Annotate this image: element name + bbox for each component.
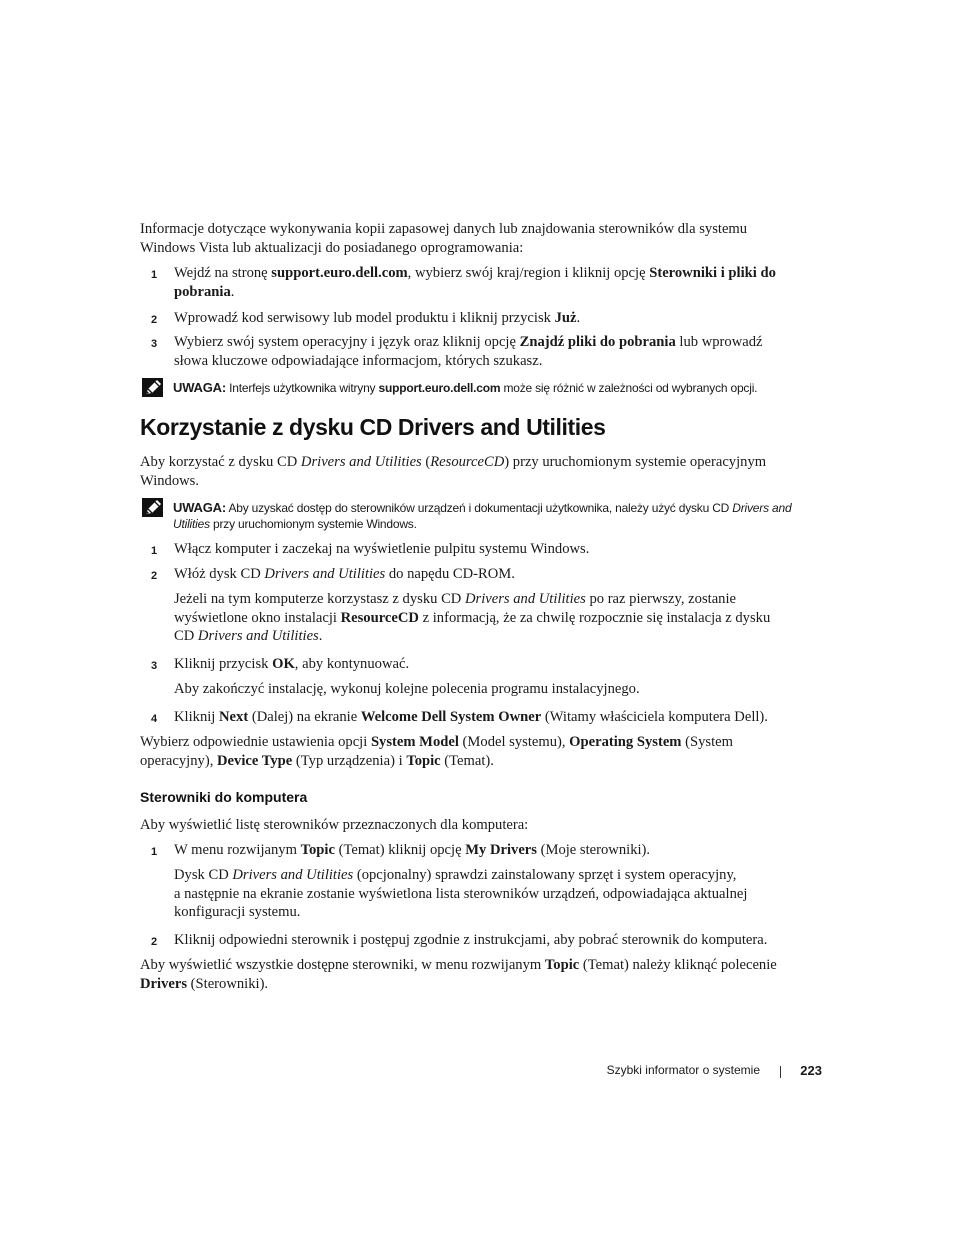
step-number: 2 — [151, 570, 158, 582]
footer-divider — [780, 1066, 781, 1078]
note-box — [140, 500, 820, 532]
step-number: 1 — [151, 545, 158, 557]
step-number: 2 — [151, 314, 158, 326]
step-text: Włóż dysk CD Drivers and Utilities do napędu CD-ROM. — [174, 566, 515, 582]
step-text: Wejdź na stronę support.euro.dell.com, wybierz swój kraj/region i kliknij opcję Sterowniki i pliki do pobrania. — [174, 265, 776, 300]
paragraph: Aby wyświetlić listę sterowników przeznaczonych dla komputera: — [140, 817, 529, 833]
step-number: 4 — [151, 713, 158, 725]
step-detail: Dysk CD Drivers and Utilities (opcjonalny) sprawdzi zainstalowany sprzęt i system operacyjny, a następnie na ekranie zostanie wyświetlona lista sterowników urządzeń, odpowiadająca aktualnej konfiguracji systemu. — [174, 867, 748, 920]
list-item — [140, 540, 812, 559]
page-footer — [560, 1063, 822, 1079]
page-number: 223 — [800, 1063, 822, 1078]
list-item — [140, 655, 812, 674]
step-text: Kliknij Next (Dalej) na ekranie Welcome Dell System Owner (Witamy właściciela komputera Dell). — [174, 709, 768, 725]
list-item — [140, 333, 812, 370]
step-text: W menu rozwijanym Topic (Temat) kliknij opcję My Drivers (Moje sterowniki). — [174, 842, 651, 858]
list-item — [140, 264, 812, 301]
step-number: 3 — [151, 660, 158, 672]
step-number: 3 — [151, 338, 158, 350]
step-text: Kliknij odpowiedni sterownik i postępuj zgodnie z instrukcjami, aby pobrać sterownik do komputera. — [174, 932, 768, 948]
intro-paragraph: Informacje dotyczące wykonywania kopii zapasowej danych lub znajdowania sterowników dla systemu Windows Vista lub aktualizacji do posiadanego oprogramowania: — [140, 221, 748, 256]
step-detail: Aby zakończyć instalację, wykonuj kolejne polecenia programu instalacyjnego. — [174, 681, 640, 697]
section-title: Korzystanie z dysku CD Drivers and Utilities — [140, 414, 606, 440]
note-box — [140, 380, 820, 396]
list-item — [140, 931, 812, 950]
subsection-title: Sterowniki do komputera — [140, 789, 308, 805]
footer-section-title: Szybki informator o systemie — [606, 1063, 760, 1077]
step-text: Wprowadź kod serwisowy lub model produktu i kliknij przycisk Już. — [174, 310, 581, 326]
paragraph: Aby korzystać z dysku CD Drivers and Utilities (ResourceCD) przy uruchomionym systemie operacyjnym Windows. — [140, 454, 767, 489]
note-text: UWAGA: Aby uzyskać dostęp do sterowników urządzeń i dokumentacji użytkownika, należy użyć dysku CD Drivers and Utilities przy uruchomionym systemie Windows. — [173, 500, 792, 531]
note-label: UWAGA: — [173, 380, 226, 395]
paragraph: Aby wyświetlić wszystkie dostępne sterowniki, w menu rozwijanym Topic (Temat) należy kliknąć polecenie Drivers (Sterowniki). — [140, 957, 777, 992]
list-item — [140, 309, 812, 328]
note-label: UWAGA: — [173, 500, 226, 515]
list-item — [140, 565, 812, 584]
step-text: Kliknij przycisk OK, aby kontynuować. — [174, 656, 410, 672]
paragraph: Wybierz odpowiednie ustawienia opcji System Model (Model systemu), Operating System (System operacyjny), Device Type (Typ urządzenia) i Topic (Temat). — [140, 734, 733, 769]
note-pencil-icon — [142, 378, 166, 398]
step-number: 1 — [151, 269, 158, 281]
note-text: UWAGA: Interfejs użytkownika witryny support.euro.dell.com może się różnić w zależności od wybranych opcji. — [173, 380, 758, 395]
website-link-text: support.euro.dell.com — [271, 265, 408, 281]
step-number: 1 — [151, 846, 158, 858]
step-number: 2 — [151, 936, 158, 948]
step-text: Wybierz swój system operacyjny i język oraz kliknij opcję Znajdź pliki do pobrania lub wprowadź słowa kluczowe odpowiadające informacjom, których szukasz. — [174, 334, 763, 369]
step-text: Włącz komputer i zaczekaj na wyświetlenie pulpitu systemu Windows. — [174, 541, 590, 557]
list-item — [140, 841, 812, 860]
note-pencil-icon — [142, 498, 166, 518]
step-detail: Jeżeli na tym komputerze korzystasz z dysku CD Drivers and Utilities po raz pierwszy, zostanie wyświetlone okno instalacji ResourceCD z informacją, że za chwilę rozpocznie się instalacja z dysku CD Drivers and Utilities. — [174, 591, 771, 644]
list-item — [140, 708, 812, 727]
